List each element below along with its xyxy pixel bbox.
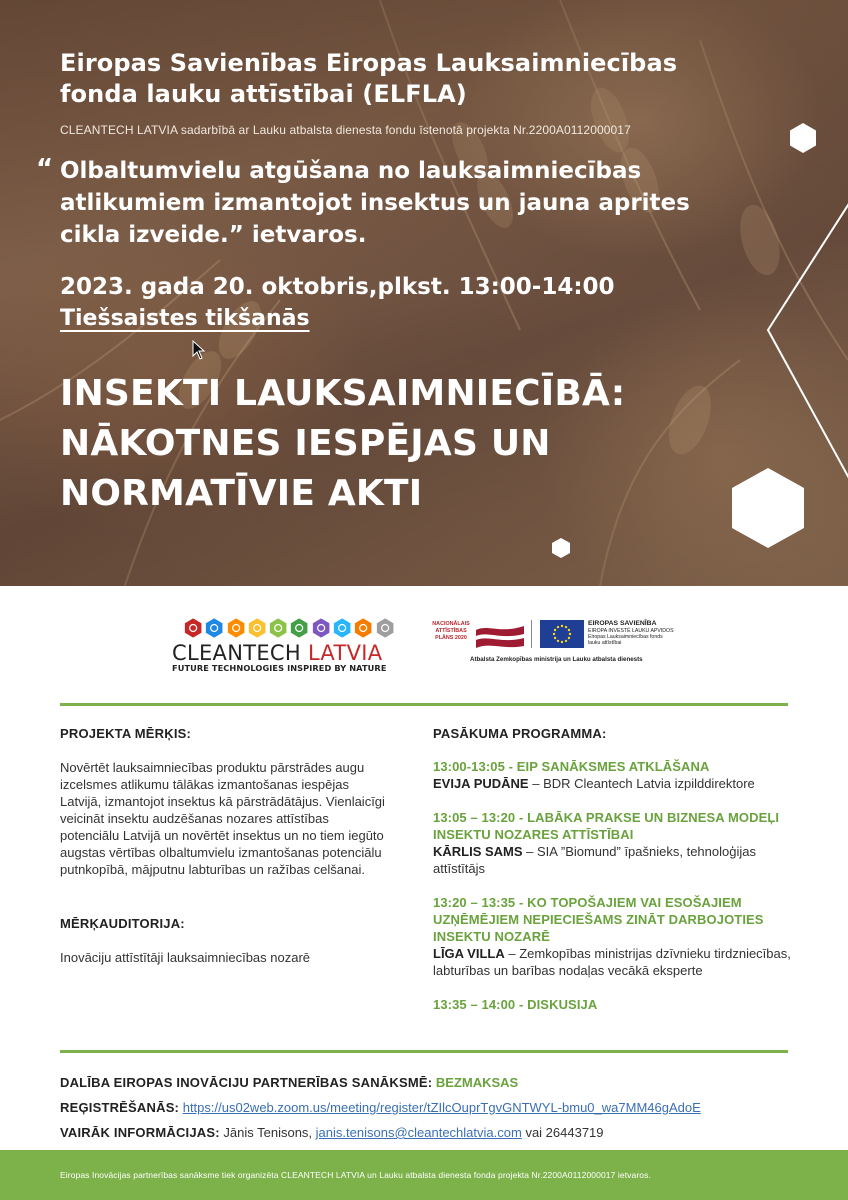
hero-banner	[0, 0, 848, 586]
program-item	[433, 758, 793, 792]
eu-text-line: Eiropas Lauksaimniecības fonds	[588, 634, 663, 641]
quote-line: atlikumiem izmantojot insektus un jauna aprites	[60, 190, 690, 216]
footer-bar	[0, 1150, 848, 1200]
program-item-title: 13:20 – 13:35 - KO TOPOŠAJIEM VAI ESOŠAJIEM UZŅĒMĒJIEM NEPIECIEŠAMS ZINĀT DARBOJOTIES INSEKTU NOZARĒ	[433, 895, 764, 944]
online-meeting-link[interactable]: Tiešsaistes tikšanās	[60, 306, 310, 331]
national-plan-text-line: PLĀNS 2020	[435, 635, 467, 641]
goal-text: Novērtēt lauksaimniecības produktu pārstrādes augu izcelsmes atlikumu tālākas izmantošanas iespējas Latvijā, izmantojot insektus kā pārstrādātājus. Vienlaicīgi veicināt insektu audzēšanas nozares attīstības potenciālu Latvijā un novērtēt insektus un no tiem iegūto augstas vērtības olbaltumvielu izmantošanas potenciālu putnkopībā, mājputnu labturības un ražības celšanai.	[60, 760, 385, 877]
contact-email-link[interactable]: janis.tenisons@cleantechlatvia.com	[315, 1125, 522, 1140]
mouse-cursor-icon	[192, 340, 206, 360]
eu-text-line: EIROPAS SAVIENĪBA	[588, 620, 657, 627]
cleantech-logo-word-latvia: LATVIA	[307, 641, 383, 665]
participation-line	[60, 1074, 800, 1091]
eu-text-line: EIROPA INVESTĒ LAUKU APVIDOS	[588, 628, 674, 634]
program-speaker-role: – BDR Cleantech Latvia izpilddirektore	[528, 776, 755, 791]
eu-flag-icon	[540, 620, 584, 648]
eu-fund-text	[588, 620, 693, 647]
program-item-desc	[433, 945, 793, 979]
main-heading-line: NĀKOTNES IESPĒJAS UN	[60, 423, 551, 464]
program-item-desc	[433, 843, 793, 877]
quote-mark: “	[36, 154, 54, 184]
program-speaker: LĪGA VILLA	[433, 946, 505, 961]
registration-label: REĢISTRĒŠANĀS:	[60, 1100, 180, 1115]
program-heading: PASĀKUMA PROGRAMMA:	[433, 726, 607, 741]
organization-title-line: Eiropas Savienības Eiropas Lauksaimniecības	[60, 49, 678, 77]
organization-subtitle: CLEANTECH LATVIA sadarbībā ar Lauku atbalsta dienesta fondu īstenotā projekta Nr.2200A0112000017	[60, 123, 631, 137]
cleantech-hex-icon	[269, 616, 287, 640]
national-plan-text-line: ATTĪSTĪBAS	[435, 628, 467, 634]
main-heading	[60, 369, 780, 519]
cleantech-hex-icon	[205, 616, 223, 640]
divider-top	[60, 703, 788, 706]
program-item-title: 13:00-13:05 - EIP SANĀKSMES ATKLĀŠANA	[433, 759, 710, 774]
cleantech-hex-icon	[227, 616, 245, 640]
footer-text: Eiropas Inovācijas partnerības sanāksme tiek organizēta CLEANTECH LATVIA un Lauku atbalsta dienesta fonda projekta Nr.2200A0112000017 ietvaros.	[60, 1170, 651, 1180]
contact-name: Jānis Tenisons,	[223, 1125, 313, 1140]
program-item-title: 13:05 – 13:20 - LABĀKA PRAKSE UN BIZNESA MODEĻI INSEKTU NOZARES ATTĪSTĪBAI	[433, 810, 780, 842]
cleantech-hex-icon	[376, 616, 394, 640]
program-speaker: KĀRLIS SAMS	[433, 844, 523, 859]
audience-heading: MĒRĶAUDITORIJA:	[60, 916, 185, 931]
registration-link[interactable]: https://us02web.zoom.us/meeting/register/tZIlcOuprTgvGNTWYL-bmu0_wa7MM46gAdoE	[182, 1100, 701, 1115]
cleantech-logo-name	[172, 641, 394, 665]
program-item	[433, 894, 793, 979]
cleantech-hex-icon	[312, 616, 330, 640]
cleantech-latvia-logo	[172, 616, 394, 673]
partner-logos	[430, 618, 690, 678]
participation-label: DALĪBA EIROPAS INOVĀCIJU PARTNERĪBAS SANĀKSMĒ:	[60, 1075, 433, 1090]
registration-line	[60, 1099, 800, 1116]
contact-phone: vai 26443719	[525, 1125, 604, 1140]
program-item-desc	[433, 775, 793, 792]
more-info-label: VAIRĀK INFORMĀCIJAS:	[60, 1125, 220, 1140]
main-heading-line: INSEKTI LAUKSAIMNIECĪBĀ:	[60, 373, 626, 414]
participation-value: BEZMAKSAS	[435, 1075, 519, 1090]
program-item	[433, 809, 793, 877]
cleantech-hex-icon	[354, 616, 372, 640]
cleantech-hex-icon	[333, 616, 351, 640]
divider-bottom	[60, 1050, 788, 1053]
cleantech-hex-icons	[184, 616, 394, 640]
logo-separator	[531, 620, 532, 648]
more-info-line	[60, 1124, 800, 1141]
national-plan-logo-text	[430, 621, 472, 642]
event-date: 2023. gada 20. oktobris,plkst. 13:00-14:00	[60, 274, 615, 300]
program-speaker-role: – SIA ”Biomund” īpašnieks, tehnoloģijas attīstītājs	[433, 844, 756, 876]
quote-line: cikla izveide.” ietvaros.	[60, 222, 367, 248]
cleantech-tagline: FUTURE TECHNOLOGIES INSPIRED BY NATURE	[172, 663, 387, 673]
program-item	[433, 996, 793, 1013]
program-column	[433, 726, 793, 1013]
project-quote	[36, 154, 780, 251]
eu-text-line: lauku attīstībai	[588, 640, 622, 647]
program-item-title: 13:35 – 14:00 - DISKUSIJA	[433, 997, 598, 1012]
cleantech-hex-icon	[248, 616, 266, 640]
quote-line: Olbaltumvielu atgūšana no lauksaimniecības	[60, 158, 642, 184]
organization-title	[60, 48, 780, 110]
organization-title-line: fonda lauku attīstībai (ELFLA)	[60, 80, 467, 108]
cleantech-hex-icon	[184, 616, 202, 640]
latvia-flag-icon	[474, 622, 526, 650]
goal-heading: PROJEKTA MĒRĶIS:	[60, 726, 192, 741]
program-speaker-role: – Zemkopības ministrijas dzīvnieku tirdzniecības, labturības un barības nodaļas vecākā eksperte	[433, 946, 791, 978]
hexagon-decoration-icon	[787, 122, 819, 154]
national-plan-text-line: NACIONĀLAIS	[432, 621, 470, 627]
hexagon-decoration-icon	[550, 537, 572, 559]
logo-area	[0, 586, 848, 704]
program-speaker: EVIJA PUDĀNE	[433, 776, 529, 791]
support-text: Atbalsta Zemkopības ministrija un Lauku atbalsta dienests	[470, 656, 643, 663]
cleantech-hex-icon	[290, 616, 308, 640]
cleantech-logo-word: CLEANTECH	[172, 641, 301, 665]
main-heading-line: NORMATĪVIE AKTI	[60, 473, 423, 514]
left-column	[60, 726, 390, 966]
audience-text: Inovāciju attīstītāji lauksaimniecības nozarē	[60, 950, 311, 965]
info-block	[60, 1074, 800, 1149]
